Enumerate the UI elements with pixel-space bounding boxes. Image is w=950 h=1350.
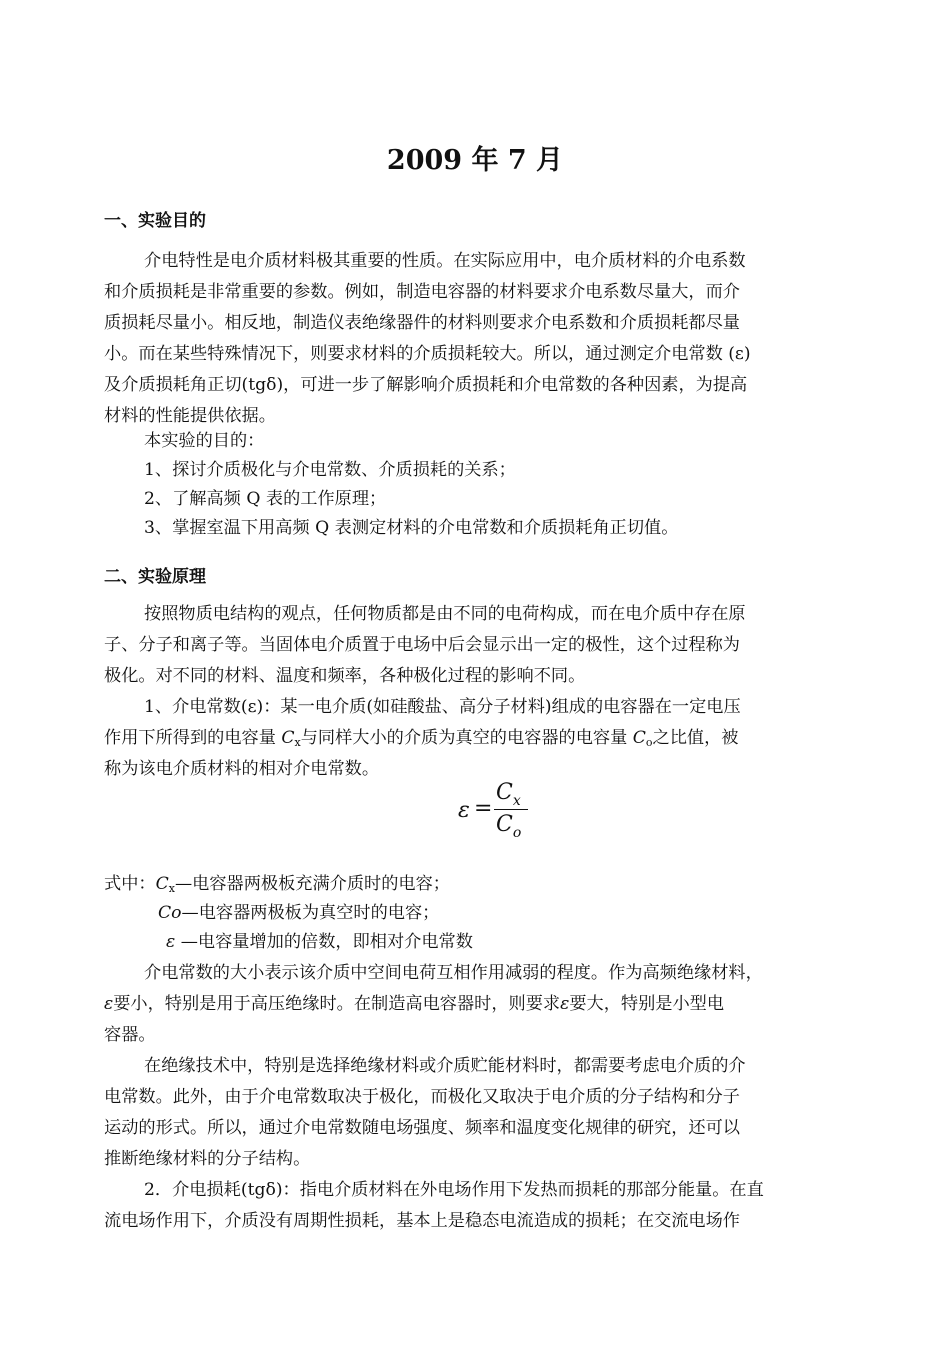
paragraph-line: 电常数。此外，由于介电常数取决于极化，而极化又取决于电介质的分子结构和分子 (104, 1087, 740, 1107)
paragraph-line: 推断绝缘材料的分子结构。 (104, 1149, 311, 1169)
paragraph-line: 介电常数的大小表示该介质中空间电荷互相作用减弱的程度。作为高频绝缘材料， (144, 963, 763, 983)
paragraph-line: 在绝缘技术中，特别是选择绝缘材料或介质贮能材料时，都需要考虑电介质的介 (144, 1056, 746, 1076)
paragraph-line: 1、介电常数(ε)：某一电介质(如硅酸盐、高分子材料)组成的电容器在一定电压 (144, 697, 741, 717)
purpose-item: 3、掌握室温下用高频 Q 表测定材料的介电常数和介质损耗角正切值。 (144, 518, 679, 538)
document-page: 2009 年 7 月 一、实验目的 介电特性是电介质材料极其重要的性质。在实际应用中，电介质材料的介电系数 和介质损耗是非常重要的参数。例如，制造电容器的材料要求介电系数尽量大，而介 质损耗尽量小。相反地，制造仪表绝缘器件的材料则要求介电系数和介质损耗都尽量 小。而在某些特殊情况下，则要求材料的介质损耗较大。所以，通过测定介电常数 (ε) 及介质损耗角正切(tgδ)，可进一步了解影响介质损耗和介电常数的各种因素，为提高 材料的性能提供依据。 本实验的目的： 1、探讨介质极化与介电常数、介质损耗的关系； 2、了解高频 Q 表的工作原理； 3、掌握室温下用高频 Q 表测定材料的介电常数和介质损耗角正切值。 二、实验原理 按照物质电结构的观点，任何物质都是由不同的电荷构成，而在电介质中存在原 子、分子和离子等。当固体电介质置于电场中后会显示出一定的极性，这个过程称为 极化。对不同的材料、温度和频率，各种极化过程的影响不同。 1、介电常数(ε)：某一电介质(如硅酸盐、高分子材料)组成的电容器在一定电压 作用下所得到的电容量 $C_x$与同样大小的介质为真空的电容器的电容量 $C_o$之比值，被 称为该电介质材料的相对介电常数。 ε = $C_x$ $C_o$ 式中：$C_x—$电容器两极板充满介质时的电容； Co—电容器两极板为真空时的电容； ε —电容量增加的倍数，即相对介电常数 介电常数的大小表示该介质中空间电荷互相作用减弱的程度。作为高频绝缘材料， ε要小，特别是用于高压绝缘时。在制造高电容器时，则要求ε要大，特别是小型电 容器。 在绝缘技术中，特别是选择绝缘材料或介质贮能材料时，都需要考虑电介质的介 电常数。此外，由于介电常数取决于极化，而极化又取决于电介质的分子结构和分子 运动的形式。所以，通过介电常数随电场强度、频率和温度变化规律的研究，还可以 推断绝缘材料的分子结构。 2．介电损耗(tgδ)：指电介质材料在外电场作用下发热而损耗的那部分能量。在直 流电场作用下，介质没有周期性损耗，基本上是稳态电流造成的损耗；在交流电场作 (0, 0, 950, 1350)
formula-note: 式中：$C_x—$电容器两极板充满介质时的电容； (104, 874, 450, 895)
paragraph-line: 及介质损耗角正切(tgδ)，可进一步了解影响介质损耗和介电常数的各种因素，为提高 (104, 375, 748, 395)
paragraph-line: 运动的形式。所以，通过介电常数随电场强度、频率和温度变化规律的研究，还可以 (104, 1118, 740, 1138)
document-date-title: 2009 年 7 月 (386, 145, 564, 176)
paragraph-line: 介电特性是电介质材料极其重要的性质。在实际应用中，电介质材料的介电系数 (144, 251, 746, 271)
paragraph-line: 和介质损耗是非常重要的参数。例如，制造电容器的材料要求介电系数尽量大，而介 (104, 282, 740, 302)
paragraph-line: 质损耗尽量小。相反地，制造仪表绝缘器件的材料则要求介电系数和介质损耗都尽量 (104, 313, 740, 333)
formula-note: Co—电容器两极板为真空时的电容； (158, 903, 440, 923)
paragraph-line: 小。而在某些特殊情况下，则要求材料的介质损耗较大。所以，通过测定介电常数 (ε) (104, 344, 751, 364)
purpose-label: 本实验的目的： (144, 431, 265, 451)
purpose-item: 1、探讨介质极化与介电常数、介质损耗的关系； (144, 460, 516, 480)
paragraph-line: 2．介电损耗(tgδ)：指电介质材料在外电场作用下发热而损耗的那部分能量。在直 (144, 1180, 764, 1200)
paragraph-line: ε要小，特别是用于高压绝缘时。在制造高电容器时，则要求ε要大，特别是小型电 (104, 994, 725, 1014)
formula-note: ε —电容量增加的倍数，即相对介电常数 (166, 932, 473, 952)
section-heading-principle: 二、实验原理 (104, 567, 206, 587)
paragraph-line: 按照物质电结构的观点，任何物质都是由不同的电荷构成，而在电介质中存在原 (144, 604, 746, 624)
paragraph-line: 称为该电介质材料的相对介电常数。 (104, 759, 380, 779)
paragraph-line: 子、分子和离子等。当固体电介质置于电场中后会显示出一定的极性，这个过程称为 (104, 635, 740, 655)
section-heading-purpose: 一、实验目的 (104, 211, 206, 231)
paragraph-line: 容器。 (104, 1025, 156, 1045)
paragraph-line: 流电场作用下，介质没有周期性损耗，基本上是稳态电流造成的损耗；在交流电场作 (104, 1211, 740, 1231)
paragraph-line: 极化。对不同的材料、温度和频率，各种极化过程的影响不同。 (104, 666, 586, 686)
purpose-item: 2、了解高频 Q 表的工作原理； (144, 489, 387, 509)
paragraph-line: 材料的性能提供依据。 (104, 406, 276, 426)
paragraph-line: 作用下所得到的电容量 $C_x$与同样大小的介质为真空的电容器的电容量 $C_o$之比值，被 (104, 728, 739, 749)
